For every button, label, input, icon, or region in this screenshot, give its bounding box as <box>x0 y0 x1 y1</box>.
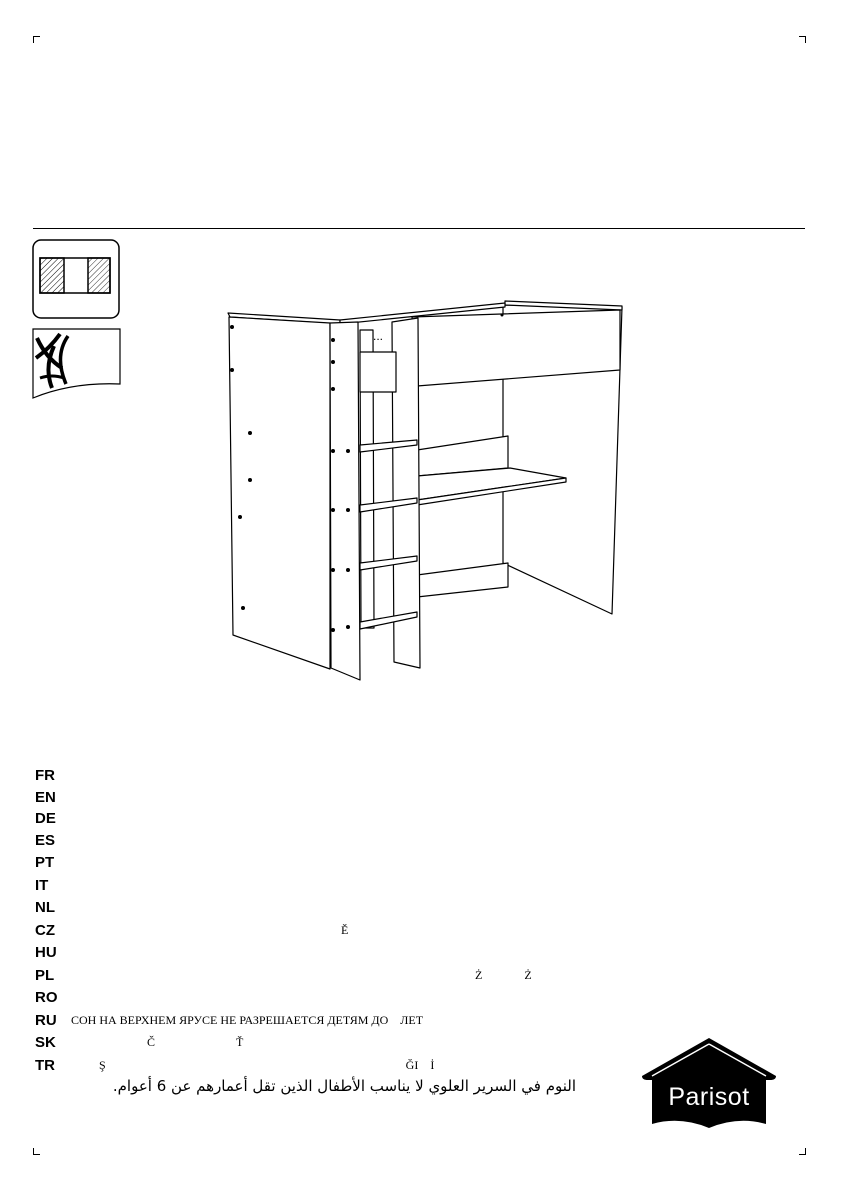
language-code: IT <box>35 876 49 894</box>
warning-row-it <box>35 875 71 895</box>
warning-row-cz <box>35 920 348 940</box>
language-code: NL <box>35 898 55 916</box>
warning-row-hu <box>35 942 71 962</box>
language-code: FR <box>35 766 55 784</box>
language-code: PL <box>35 966 55 984</box>
language-code: RU <box>35 1011 57 1029</box>
language-code: ES <box>35 831 56 849</box>
language-code: TR <box>35 1056 55 1074</box>
logo-brand-text: Parisot <box>668 1083 750 1111</box>
warning-row-pl <box>35 965 532 985</box>
warning-row-en <box>35 787 71 807</box>
arabic-warning-text: النوم في السرير العلوي لا يناسب الأطفال الذين تقل أعمارهم عن 6 أعوام. <box>112 1077 576 1095</box>
warning-row-ru <box>35 1010 423 1030</box>
warning-row-es <box>35 830 71 850</box>
parisot-logo <box>638 1036 780 1139</box>
warning-row-sk <box>35 1032 243 1052</box>
language-code: CZ <box>35 921 55 939</box>
warning-text: СОН НА ВЕРХНЕМ ЯРУСЕ НЕ РАЗРЕШАЕТСЯ ДЕТЯМ ДО ЛЕТ <box>71 1012 424 1027</box>
warning-text: Č Ť <box>147 1034 244 1049</box>
language-code: SK <box>35 1033 56 1051</box>
language-code: HU <box>35 943 57 961</box>
warning-row-fr <box>35 765 71 785</box>
warning-text: Ě <box>341 922 349 937</box>
warning-text: Ş ĞI İ <box>99 1057 435 1072</box>
warning-row-pt <box>35 852 71 872</box>
warning-row-tr <box>35 1055 434 1075</box>
crop-mark-bottom-right <box>799 1148 806 1155</box>
illustration-dots-label: ... <box>373 329 384 343</box>
language-code: RO <box>35 988 58 1006</box>
warning-row-ro <box>35 987 71 1007</box>
warning-text: Ż Ż <box>475 967 532 982</box>
language-code: EN <box>35 788 56 806</box>
warning-row-de <box>35 808 71 828</box>
language-code: PT <box>35 853 55 871</box>
crop-mark-bottom-left <box>33 1148 40 1155</box>
language-code: DE <box>35 809 56 827</box>
warning-row-nl <box>35 897 71 917</box>
